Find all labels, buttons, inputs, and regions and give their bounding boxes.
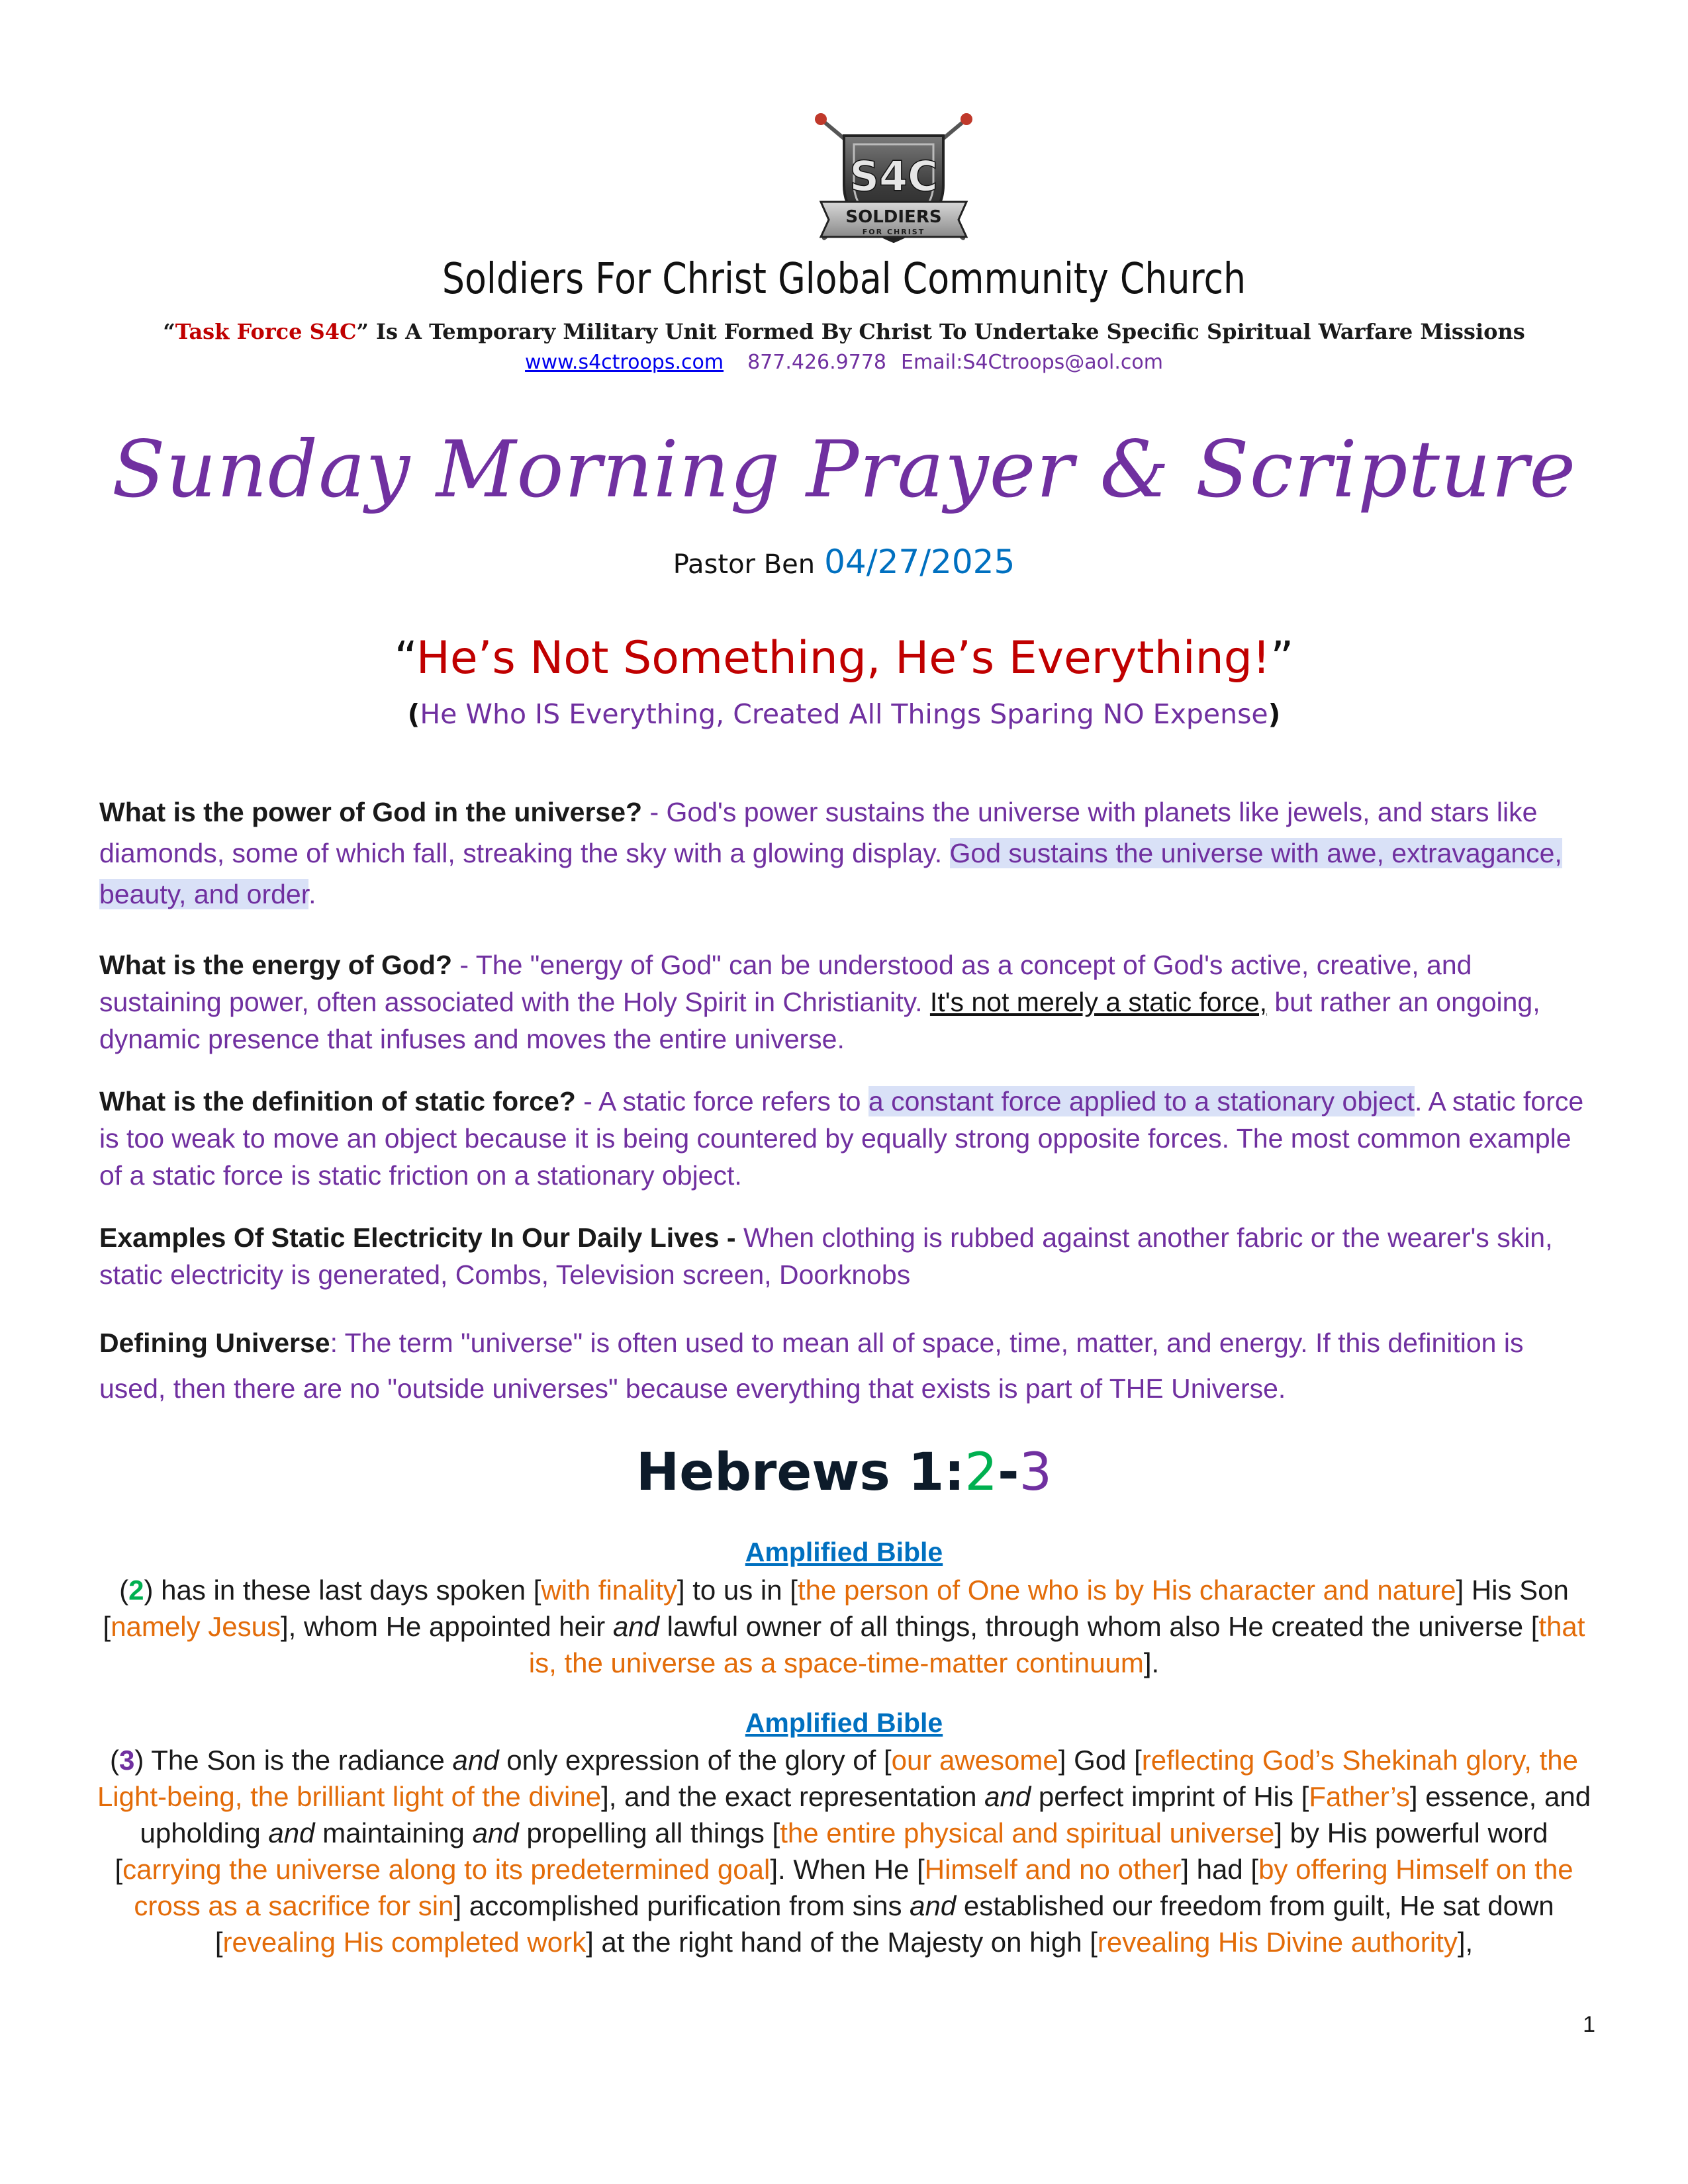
phone-number: 877.426.9778 — [747, 351, 887, 374]
logo-monogram: S4C — [849, 152, 938, 201]
qa-universe: Defining Universe: The term "universe" is often used to mean all of space, time, matter, and energy. If this definition is used, then there are no "outside universes" because everything that exists is part of THE Universe. — [99, 1328, 1524, 1404]
qa-static-force: What is the definition of static force? - A static force refers to a constant force applied to a stationary object. A static force is too weak to move an object because it is being countered by equally strong opposite forces. The most common example of a static force is static friction on a stationary object. — [99, 1086, 1584, 1191]
service-date: 04/27/2025 — [824, 543, 1015, 581]
logo-banner-subtext: FOR CHRIST — [862, 228, 925, 236]
verse-number: 3 — [119, 1745, 135, 1776]
qa-question: Defining Universe — [99, 1328, 330, 1358]
logo-banner-text: SOLDIERS — [845, 207, 942, 227]
bible-version-link[interactable]: Amplified Bible — [745, 1707, 943, 1738]
qa-power: What is the power of God in the universe? - God's power sustains the universe with planets like jewels, and stars like diamonds, some of which fall, streaking the sky with a glowing display. God sustains the universe with awe, extravagance, beauty, and order. — [99, 797, 1562, 909]
verse-3: (3) The Son is the radiance and only expression of the glory of [our awesome] God [reflecting God’s Shekinah glory, the Light-being, the brilliant light of the divine], and the exact representation and perfect imprint of His [Father’s] essence, and upholding and maintaining and propelling all things [the entire physical and spiritual universe] by His powerful word [carrying the universe along to its predetermined goal]. When He [Himself and no other] had [by offering Himself on the cross as a sacrifice for sin] accomplished purification from sins and established our freedom from guilt, He sat down [revealing His completed work] at the right hand of the Majesty on high [revealing His Divine authority], — [97, 1745, 1591, 1958]
s4c-logo — [794, 106, 993, 255]
verse-number: 2 — [128, 1574, 144, 1606]
highlighted-text: a constant force applied to a stationary object — [868, 1086, 1415, 1116]
underlined-text: It's not merely a static force, — [929, 987, 1268, 1017]
qa-static-electricity: Examples Of Static Electricity In Our Daily Lives - When clothing is rubbed against another fabric or the wearer's skin, static electricity is generated, Combs, Television screen, Doorknobs — [99, 1222, 1553, 1290]
qa-energy: What is the energy of God? - The "energy of God" can be understood as a concept of God's active, creative, and sustaining power, often associated with the Holy Spirit in Christianity. It's not merely a static force, but rather an ongoing, dynamic presence that infuses and moves the entire universe. — [99, 950, 1540, 1054]
tagline-highlight: Task Force S4C — [175, 319, 357, 344]
pastor-name: Pastor Ben — [673, 549, 816, 580]
sermon-subtitle: (He Who IS Everything, Created All Things Sparing NO Expense) — [407, 698, 1281, 730]
website-link[interactable]: www.s4ctroops.com — [525, 351, 724, 374]
church-name: Soldiers For Christ Global Community Church — [442, 255, 1246, 304]
contact-line — [0, 351, 1688, 374]
scripture-reference: Hebrews 1:2-3 — [635, 1443, 1053, 1502]
email-address[interactable]: Email:S4Ctroops@aol.com — [901, 351, 1163, 374]
qa-question: Examples Of Static Electricity In Our Daily Lives - — [99, 1222, 736, 1253]
qa-question: What is the power of God in the universe? — [99, 797, 643, 827]
sermon-title: “He’s Not Something, He’s Everything!” — [394, 632, 1294, 684]
qa-question: What is the definition of static force? — [99, 1086, 576, 1116]
qa-question: What is the energy of God? — [99, 950, 453, 980]
pastor-date-line — [0, 543, 1688, 581]
bible-version-link[interactable]: Amplified Bible — [745, 1537, 943, 1567]
service-title: Sunday Morning Prayer & Scripture — [111, 424, 1577, 515]
tagline: “Task Force S4C” Is A Temporary Military Unit Formed By Christ To Undertake Specific Spiritual Warfare Missions — [163, 319, 1525, 344]
page-number: 1 — [1583, 2012, 1595, 2037]
verse-2: (2) has in these last days spoken [with finality] to us in [the person of One who is by His character and nature] His Son [namely Jesus], whom He appointed heir and lawful owner of all things, through whom also He created the universe [that is, the universe as a space-time-matter continuum]. — [103, 1574, 1585, 1678]
highlighted-text: God sustains the universe with awe, extravagance, beauty, and order — [99, 838, 1562, 909]
